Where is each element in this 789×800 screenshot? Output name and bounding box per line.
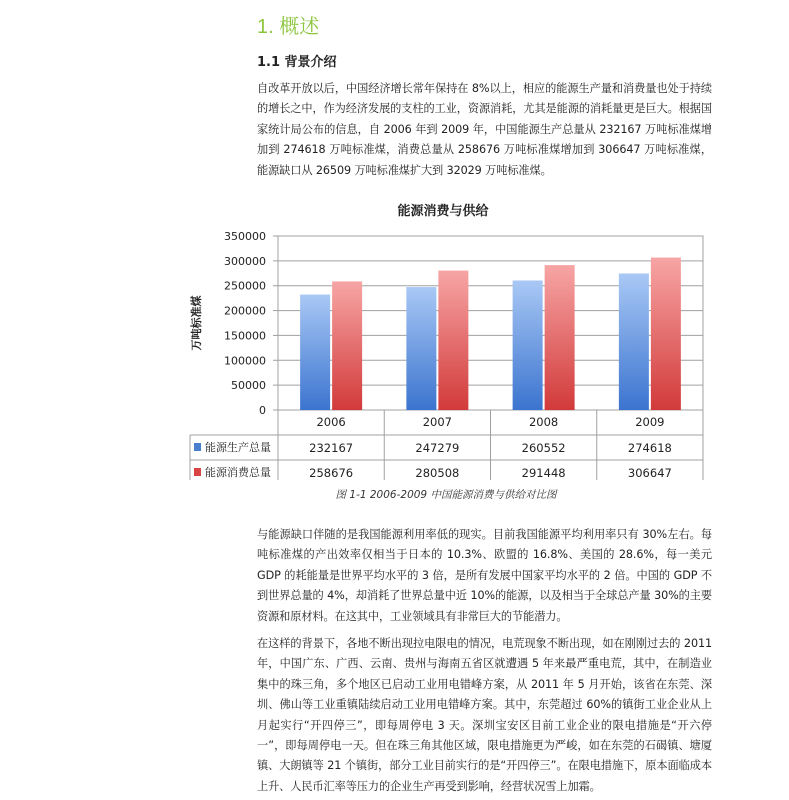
legend-label: 能源消费总量	[205, 466, 271, 479]
data-label: 247279	[415, 441, 460, 455]
y-tick-label: 0	[259, 404, 266, 417]
section-heading: 1. 概述	[257, 16, 320, 38]
y-axis-label: 万吨标准煤	[190, 295, 203, 351]
bar-consumption-2006	[332, 281, 362, 410]
bar-consumption-2009	[651, 258, 681, 410]
bar-production-2006	[300, 295, 330, 410]
bar-production-2009	[619, 273, 649, 410]
bar-production-2007	[406, 287, 436, 410]
y-tick-label: 150000	[224, 329, 266, 343]
category-label: 2006	[316, 415, 346, 429]
category-label: 2009	[635, 415, 665, 429]
y-tick-label: 100000	[224, 354, 266, 368]
energy-chart	[186, 198, 706, 480]
data-label: 280508	[415, 466, 460, 480]
figure-caption: 图 1-1 2006-2009 中国能源消费与供给对比图	[335, 489, 557, 501]
subsection-heading: 1.1 背景介绍	[257, 55, 337, 70]
data-label: 291448	[521, 466, 566, 480]
bar-consumption-2008	[545, 265, 575, 410]
y-tick-label: 350000	[224, 230, 266, 243]
y-tick-label: 250000	[224, 279, 266, 293]
bar-production-2008	[513, 280, 543, 410]
paragraph-power-shortage: 在这样的背景下，各地不断出现拉电限电的情况，电荒现象不断出现，如在刚刚过去的 2011 年，中国广东、广西、云南、贵州与海南五省区就遭遇 5 年来最严重电荒，其中，在制造业集中的珠三角，多个地区已启动工业用电错峰方案，从 2011 年 5 月开始，该省在东莞、深圳、佛山等工业重镇陆续启动工业用电错峰方案。其中，东莞超过 60%的镇街工业企业从上月起实行“开四停三”，即每周停电 3 天。深圳宝安区目前工业企业的限电措施是“开六停一”，即每周停电一天。但在珠三角其他区域，限电措施更为严峻，如在东莞的石碣镇、塘厦镇、大朗镇等 21 个镇街，部分工业目前实行的是“开四停三”。在限电措施下，原本面临成本上升、人民币汇率等压力的企业生产再受到影响，经营状况雪上加霜。	[257, 637, 712, 793]
y-tick-label: 50000	[231, 379, 266, 393]
category-label: 2008	[528, 415, 559, 429]
legend-swatch	[194, 443, 201, 451]
data-label: 232167	[309, 441, 354, 455]
legend-swatch	[194, 468, 201, 476]
data-label: 260552	[521, 441, 566, 455]
data-label: 306647	[627, 466, 672, 480]
bar-consumption-2007	[438, 271, 468, 410]
legend-label: 能源生产总量	[205, 441, 271, 454]
y-tick-label: 300000	[224, 254, 266, 268]
chart-title: 能源消费与供给	[397, 204, 489, 219]
paragraph-efficiency: 与能源缺口伴随的是我国能源利用率低的现实。目前我国能源平均利用率只有 30%左右。每吨标准煤的产出效率仅相当于日本的 10.3%、欧盟的 16.8%、美国的 28.6%，每一美元 GDP 的耗能量是世界平均水平的 3 倍，是所有发展中国家平均水平的 2 倍。中国的 GDP 不到世界总量的 4%，却消耗了世界总量中近 10%的能源，以及相当于全球总产量 30%的主要资源和原材料。在这其中，工业领域具有非常巨大的节能潜力。	[257, 528, 712, 623]
paragraph-background: 自改革开放以后，中国经济增长常年保持在 8%以上，相应的能源生产量和消费量也处于持续的增长之中，作为经济发展的支柱的工业，资源消耗，尤其是能源的消耗量更是巨大。根据国家统计局公布的信息，自 2006 年到 2009 年，中国能源生产总量从 232167 万吨标准煤增加到 274618 万吨标准煤，消费总量从 258676 万吨标准煤增加到 306647 万吨标准煤，能源缺口从 26509 万吨标准煤扩大到 32029 万吨标准煤。	[257, 82, 712, 177]
category-label: 2007	[422, 415, 453, 429]
y-tick-label: 200000	[224, 304, 266, 318]
data-label: 274618	[627, 441, 672, 455]
data-label: 258676	[309, 466, 354, 480]
